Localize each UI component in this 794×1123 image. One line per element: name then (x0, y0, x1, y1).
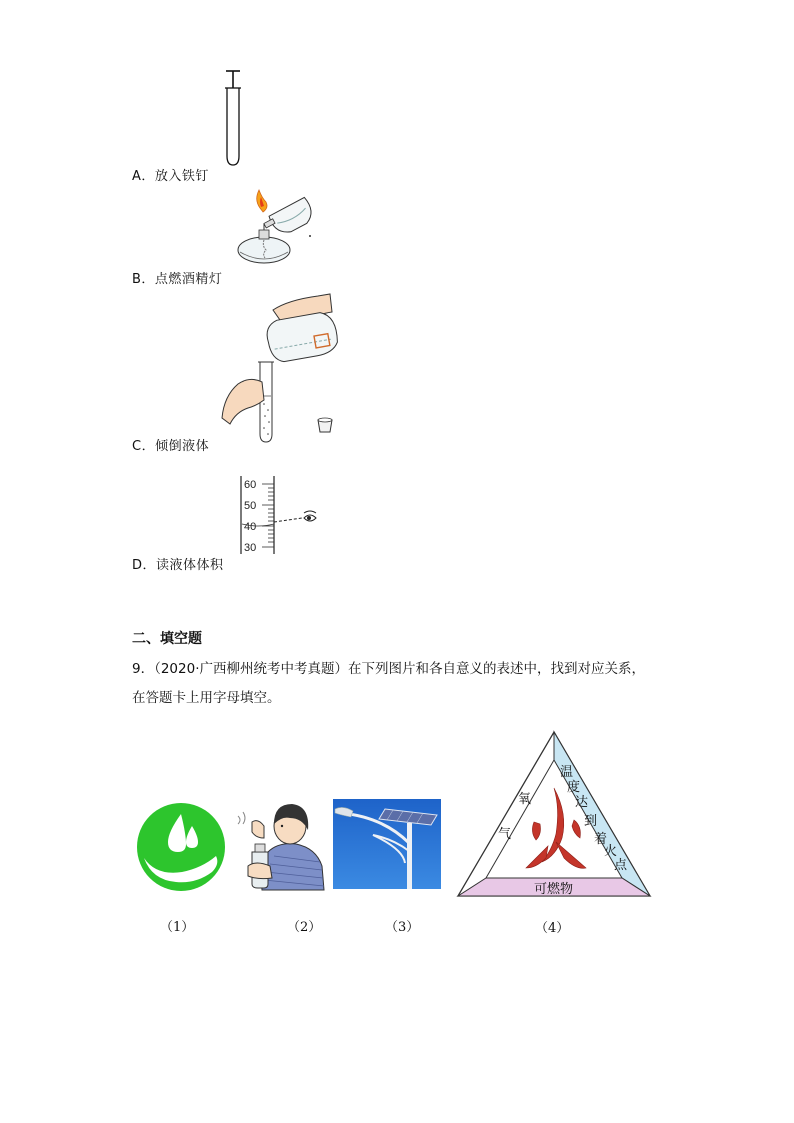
fire-triangle-figure (456, 730, 652, 898)
option-a (132, 165, 209, 184)
question-line-2: 在答题卡上用字母填空。 (132, 690, 281, 706)
eye-icon (304, 511, 316, 521)
option-d (132, 554, 224, 573)
caption-4: （4） (535, 921, 570, 936)
question-line-1: 9．（2020·广西柳州统考中考真题）在下列图片和各自意义的表述中，找到对应关系， (132, 661, 645, 677)
pouring-liquid-figure (218, 292, 338, 444)
tick-label-60: 60 (244, 479, 257, 491)
option-b-letter: B． (132, 272, 155, 287)
option-b (132, 268, 222, 287)
option-a-letter: A． (132, 169, 155, 184)
option-c-text: 倾倒液体 (155, 439, 210, 454)
option-d-text: 读液体体积 (156, 558, 224, 573)
fire-left-char-1: 氧 (518, 792, 532, 807)
caption-2: （2） (287, 920, 322, 935)
option-d-letter: D． (132, 558, 157, 573)
tick-label-50: 50 (244, 500, 257, 512)
caption-3: （3） (385, 920, 420, 935)
tick-label-40: 40 (244, 521, 257, 533)
solar-street-light-figure (333, 799, 441, 889)
fire-bottom-label: 可燃物 (534, 882, 574, 897)
fire-right-char-1: 温 (560, 765, 574, 780)
boy-smelling-figure (234, 796, 326, 892)
fire-right-char-6: 火 (604, 844, 618, 859)
section-title: 二、填空题 (132, 631, 202, 647)
fire-right-char-3: 达 (575, 795, 589, 810)
fire-right-char-2: 度 (567, 780, 581, 795)
fire-right-char-7: 点 (614, 858, 628, 873)
option-c-letter: C． (132, 439, 156, 454)
option-a-text: 放入铁钉 (154, 169, 209, 184)
graduated-cylinder-figure (238, 474, 328, 556)
water-saving-logo (136, 802, 226, 892)
test-tube-figure (218, 68, 258, 168)
tick-label-30: 30 (244, 542, 257, 554)
fire-left-char-2: 气 (498, 827, 512, 842)
caption-1: （1） (160, 920, 195, 935)
option-c (132, 435, 209, 454)
question-9 (132, 659, 692, 708)
alcohol-lamp-figure (232, 188, 322, 270)
fire-right-char-4: 到 (584, 814, 598, 829)
fire-right-char-5: 着 (594, 832, 608, 847)
option-b-text: 点燃酒精灯 (154, 272, 223, 287)
